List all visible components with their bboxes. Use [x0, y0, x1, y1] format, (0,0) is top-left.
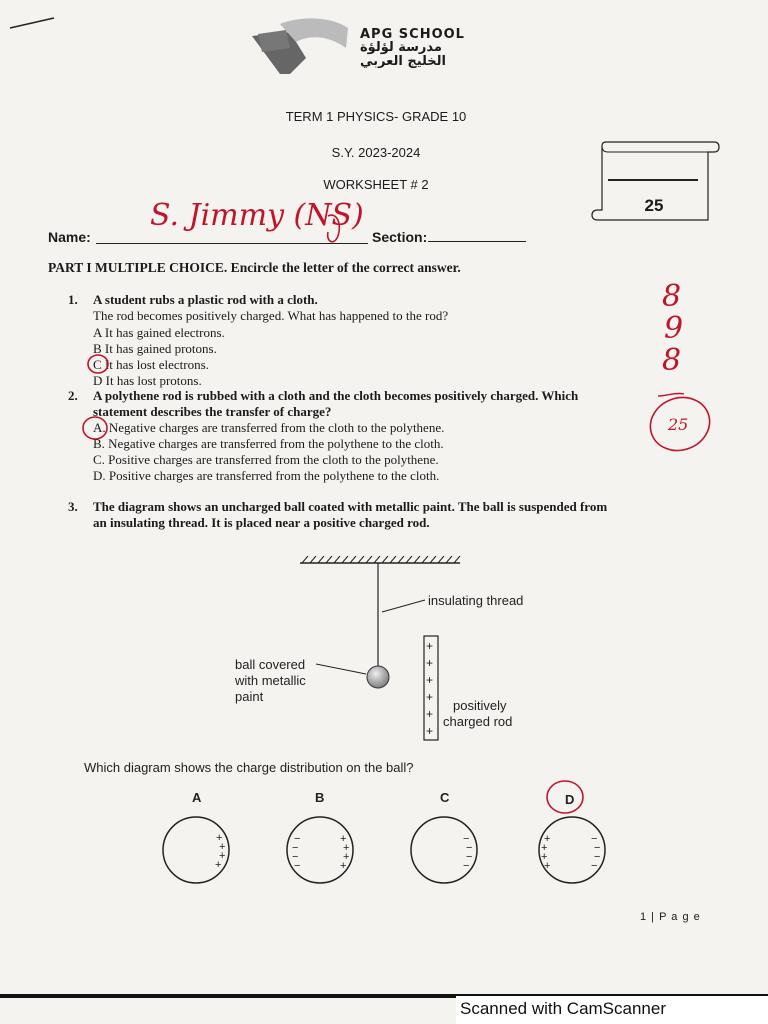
svg-text:−: −	[294, 833, 301, 845]
score-q1: 8	[662, 279, 682, 314]
worksheet-number: WORKSHEET # 2	[323, 177, 429, 192]
scanner-watermark: Scanned with CamScanner	[460, 999, 667, 1018]
school-logo	[250, 18, 350, 74]
school-name-arabic-1: مدرسة لؤلؤة	[360, 40, 442, 55]
svg-text:+: +	[426, 673, 434, 687]
option-b[interactable]: B. Negative charges are transferred from the polythene to the cloth.	[93, 436, 444, 451]
svg-text:−: −	[594, 842, 601, 854]
name-label: Name:	[48, 229, 91, 245]
question-text-line-1: The diagram shows an uncharged ball coated with metallic paint. The ball is suspended from	[93, 499, 608, 514]
svg-text:+: +	[426, 656, 434, 670]
svg-text:−: −	[466, 851, 473, 863]
option-d[interactable]: D It has lost protons.	[93, 373, 202, 388]
svg-text:+: +	[343, 842, 350, 854]
school-name-arabic-2: الخليج العربي	[360, 54, 447, 69]
option-a[interactable]: A. Negative charges are transferred from the cloth to the polythene.	[93, 420, 445, 435]
section-underline	[428, 241, 526, 242]
question-text-line-2: statement describes the transfer of charge?	[93, 404, 332, 419]
svg-text:−: −	[591, 860, 598, 872]
page-number: 1 | P a g e	[640, 911, 701, 923]
rod-label-2: charged rod	[443, 714, 513, 729]
svg-text:+: +	[219, 841, 226, 853]
svg-text:−: −	[292, 851, 299, 863]
svg-text:+: +	[544, 860, 551, 872]
svg-text:+: +	[426, 690, 434, 704]
question-subtext: The rod becomes positively charged. What has happened to the rod?	[93, 308, 449, 323]
thread-label: insulating thread	[428, 593, 524, 608]
svg-text:+: +	[426, 707, 434, 721]
svg-text:−: −	[463, 860, 470, 872]
question-text-line-1: A polythene rod is rubbed with a cloth and the cloth becomes positively charged. Which	[93, 388, 579, 403]
rod-label-1: positively	[453, 698, 507, 713]
svg-text:+: +	[343, 851, 350, 863]
question-number: 2.	[68, 388, 78, 403]
choice-d-label: D	[565, 792, 575, 807]
svg-text:+: +	[215, 859, 222, 871]
option-c[interactable]: C. Positive charges are transferred from the cloth to the polythene.	[93, 452, 439, 467]
svg-text:−: −	[294, 860, 301, 872]
section-label: Section:	[372, 229, 428, 245]
worksheet-title: TERM 1 PHYSICS- GRADE 10	[285, 109, 467, 124]
svg-text:+: +	[219, 850, 226, 862]
name-underline	[96, 243, 368, 244]
svg-text:+: +	[544, 833, 551, 845]
ball-label-1: ball covered	[235, 657, 306, 672]
score-q3: 8	[662, 343, 682, 378]
pen-stroke-mark	[8, 14, 58, 34]
svg-text:−: −	[591, 833, 598, 845]
charge-diagram	[0, 540, 768, 900]
svg-text:−: −	[466, 842, 473, 854]
score-total: 25	[668, 415, 689, 434]
question-text-line-2: an insulating thread. It is placed near a positive charged rod.	[93, 515, 430, 530]
svg-text:−: −	[463, 833, 470, 845]
option-d[interactable]: D. Positive charges are transferred from the polythene to the cloth.	[93, 468, 440, 483]
svg-text:+: +	[426, 724, 434, 738]
svg-text:+: +	[541, 851, 548, 863]
choice-c-label: C	[440, 790, 450, 805]
svg-text:+: +	[541, 842, 548, 854]
option-c[interactable]: C It has lost electrons.	[93, 357, 209, 372]
score-value: 25	[644, 196, 664, 215]
svg-text:+: +	[216, 832, 223, 844]
school-name-english: APG SCHOOL	[360, 27, 465, 42]
choice-a-label: A	[192, 790, 202, 805]
student-name-handwritten: S. Jimmy (NS)	[150, 198, 364, 233]
question-number: 3.	[68, 499, 78, 514]
diagram-question: Which diagram shows the charge distribution on the ball?	[84, 760, 414, 775]
svg-text:−: −	[292, 842, 299, 854]
option-a[interactable]: A It has gained electrons.	[93, 325, 225, 340]
svg-text:+: +	[426, 639, 434, 653]
question-text: A student rubs a plastic rod with a cloth.	[93, 292, 318, 307]
svg-text:−: −	[594, 851, 601, 863]
score-q2: 9	[664, 311, 684, 346]
option-b[interactable]: B It has gained protons.	[93, 341, 217, 356]
svg-text:+: +	[340, 860, 347, 872]
svg-text:+: +	[340, 833, 347, 845]
ball-label-2: with metallic	[235, 673, 306, 688]
ball-label-3: paint	[235, 689, 264, 704]
question-number: 1.	[68, 292, 78, 307]
metallic-ball	[367, 666, 389, 688]
choice-b-label: B	[315, 790, 325, 805]
school-year: S.Y. 2023-2024	[331, 145, 421, 160]
part-heading: PART I MULTIPLE CHOICE. Encircle the letter of the correct answer.	[48, 260, 461, 275]
